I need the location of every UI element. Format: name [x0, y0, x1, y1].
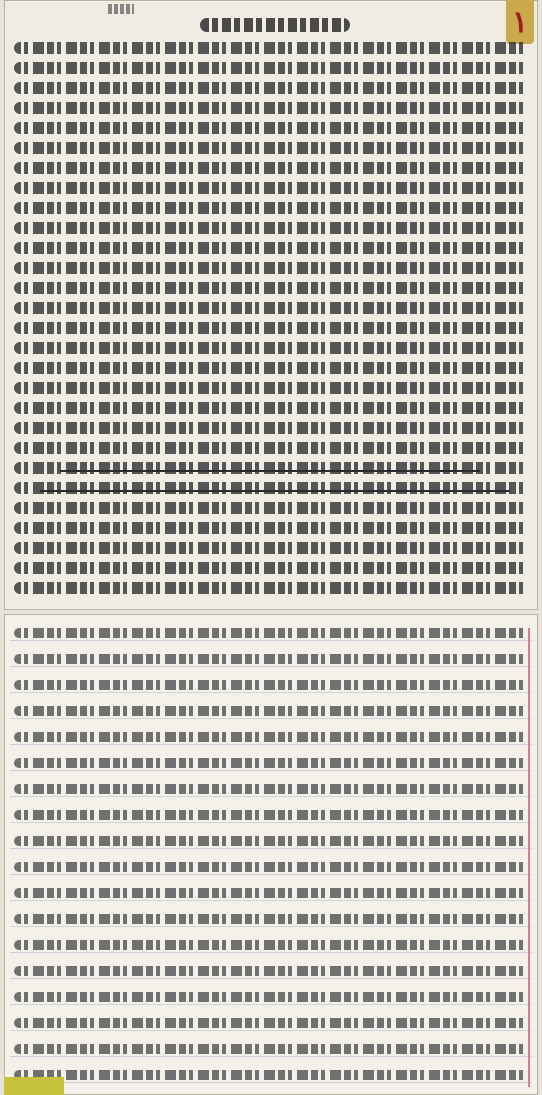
handwritten-line: [14, 810, 528, 820]
handwritten-line: [14, 680, 528, 690]
ruled-line: [10, 952, 532, 953]
handwritten-line: [14, 522, 528, 534]
handwritten-line: [14, 758, 528, 768]
ruled-line: [10, 822, 532, 823]
handwritten-line: [14, 342, 528, 354]
handwritten-line: [14, 914, 528, 924]
handwritten-line: [14, 654, 528, 664]
ruled-line: [10, 770, 532, 771]
underline-mark: [60, 470, 480, 472]
handwritten-line: [14, 442, 528, 454]
ruled-line: [10, 926, 532, 927]
handwritten-line: [14, 322, 528, 334]
handwritten-line: [14, 784, 528, 794]
handwritten-line: [14, 482, 528, 494]
handwritten-line: [14, 542, 528, 554]
handwritten-line: [14, 362, 528, 374]
ruled-line: [10, 744, 532, 745]
ruled-line: [10, 978, 532, 979]
handwritten-line: [14, 862, 528, 872]
ruled-line: [10, 718, 532, 719]
handwritten-line: [14, 992, 528, 1002]
handwritten-line: [14, 888, 528, 898]
handwritten-line: [14, 462, 528, 474]
handwritten-line: [14, 62, 528, 74]
archive-label-tag: [4, 1077, 64, 1095]
handwritten-line: [14, 402, 528, 414]
handwritten-line: [14, 242, 528, 254]
handwritten-line: [14, 382, 528, 394]
page-number: ١: [511, 4, 529, 40]
ruled-line: [10, 1030, 532, 1031]
handwritten-line: [14, 940, 528, 950]
ruled-line: [10, 848, 532, 849]
handwritten-line: [14, 302, 528, 314]
underline-mark: [40, 490, 510, 492]
handwritten-line: [14, 102, 528, 114]
handwritten-line: [14, 1070, 528, 1080]
handwritten-line: [14, 422, 528, 434]
handwritten-line: [14, 1044, 528, 1054]
ruled-line: [10, 796, 532, 797]
handwritten-line: [14, 122, 528, 134]
handwritten-line: [14, 222, 528, 234]
handwritten-line: [14, 502, 528, 514]
ruled-line: [10, 1056, 532, 1057]
handwritten-line: [14, 262, 528, 274]
header-note-handwriting: [108, 4, 134, 14]
ruled-line: [10, 1004, 532, 1005]
handwritten-line: [14, 182, 528, 194]
handwritten-line: [14, 562, 528, 574]
handwritten-line: [14, 628, 528, 638]
handwritten-line: [14, 82, 528, 94]
handwritten-line: [14, 836, 528, 846]
ruled-line: [10, 874, 532, 875]
ruled-line: [10, 1082, 532, 1083]
ruled-line: [10, 640, 532, 641]
handwritten-line: [14, 706, 528, 716]
page-number-badge: [506, 0, 534, 44]
handwritten-line: [14, 162, 528, 174]
basmala-handwriting: [200, 18, 350, 32]
handwritten-line: [14, 732, 528, 742]
handwritten-line: [14, 966, 528, 976]
handwritten-line: [14, 582, 528, 594]
handwritten-line: [14, 1018, 528, 1028]
handwritten-line: [14, 142, 528, 154]
margin-rule: [528, 628, 530, 1087]
ruled-line: [10, 666, 532, 667]
handwritten-line: [14, 42, 528, 54]
handwritten-line: [14, 282, 528, 294]
handwritten-line: [14, 202, 528, 214]
ruled-line: [10, 900, 532, 901]
ruled-line: [10, 692, 532, 693]
